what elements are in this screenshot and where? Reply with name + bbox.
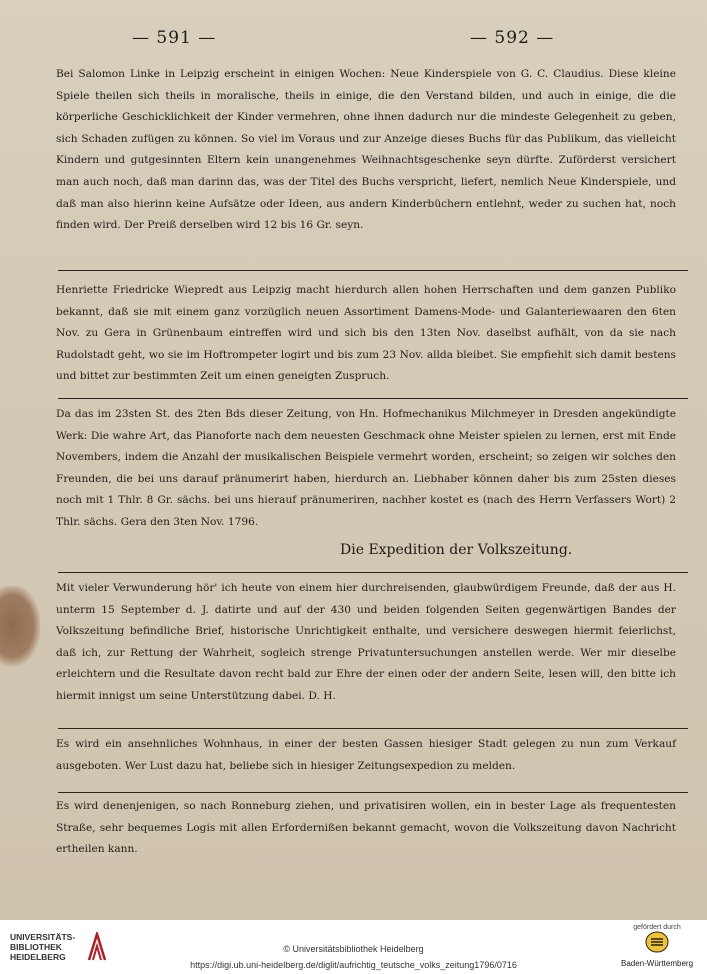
- sponsor-name: Baden-Württemberg: [620, 959, 694, 968]
- library-name: UNIVERSITÄTS-BIBLIOTHEK HEIDELBERG: [10, 932, 76, 962]
- sponsor-label: gefördert durch: [633, 924, 681, 931]
- separator-line: [58, 270, 688, 271]
- source-url[interactable]: https://digi.ub.uni-heidelberg.de/diglit/aufrichtig_teutsche_volks_zeitung1796/0716: [190, 960, 517, 970]
- paper-stain: [0, 586, 40, 666]
- signature-expedition: Die Expedition der Volkszeitung.: [340, 542, 573, 558]
- page-number-right: — 592 —: [470, 28, 555, 48]
- page-number-left: — 591 —: [132, 28, 217, 48]
- announcement-kinderspiele: Bei Salomon Linke in Leipzig erscheint in einigen Wochen: Neue Kinderspiele von G. C. Claudius. Diese kleine Spiele theilen sich theils in moralische, theils in einige, die den Verstand bilden, und auch in einige, die die körperliche Geschicklichkeit der Kinder vermehren, ohne ihnen dadurch nur die mindeste Gelegenheit zu geben, sich Schaden zufügen zu können. So viel im Voraus und zur Anzeige dieses Buchs für das Publikum, das vielleicht Kindern und gutgesinnten Eltern kein unangenehmes Weihnachtsgeschenke seyn dürfte. Zuförderst versichert man auch noch, daß man darinn das, was der Titel des Buchs verspricht, liefert, nemlich Neue Kinderspiele, und daß man also hierinn keine Aufsätze oder Ideen, aus andern Kinderbüchern entlehnt, weder zu suchen hat, noch finden wird. Der Preiß derselben wird 12 bis 16 Gr. seyn.: [56, 68, 676, 232]
- announcement-verwunderung: Mit vieler Verwunderung hör' ich heute von einem hier durchreisenden, glaubwürdigem Freunde, daß der aus H. unterm 15 September d. J. datirte und auf der 430 und beiden folgenden Seiten gegenwärtigen Bandes der Volkszeitung befindliche Brief, historische Unrichtigkeit enthalte, und versichere deswegen hiermit feierlichst, daß ich, zur Rettung der Wahrheit, sogleich strenge Privatuntersuchungen anstellen werde. Wer mir dieselbe erleichtern und die Resultate davon recht bald zur Ehre der einen oder der andern Seite, lesen will, den bitte ich hiermit innigst um seine Unterstützung dabei. D. H.: [56, 582, 676, 702]
- viewer-footer: [0, 920, 707, 974]
- announcement-logis: Es wird denenjenigen, so nach Ronneburg ziehen, und privatisiren wollen, ein in bester Lage als frequentesten Straße, sehr bequemes Logis mit allen Erfordernißen bekannt gemacht, wovon die Volkszeitung davon Nachricht ertheilen kann.: [56, 800, 676, 856]
- announcement-wohnhaus: Es wird ein ansehnliches Wohnhaus, in einer der besten Gassen hiesiger Stadt gelegen zu nun zum Verkauf ausgeboten. Wer Lust dazu hat, beliebe sich in hiesiger Zeitungsexpedion zu melden.: [56, 738, 676, 772]
- announcement-pianoforte: Da das im 23sten St. des 2ten Bds dieser Zeitung, von Hn. Hofmechanikus Milchmeyer in Dresden angekündigte Werk: Die wahre Art, das Pianoforte nach dem neuesten Geschmack ohne Meister spielen zu lernen, erst mit Ende Novembers, indem die Anzahl der musikalischen Beispiele vermehrt worden, erscheint; so zeigen wir solches den Freunden, die bei uns darauf pränumerirt haben, hierdurch an. Liebhaber können daher bis zum 25sten dieses noch mit 1 Thlr. 8 Gr. sächs. bei uns hierauf pränumeriren, nachher kostet es (nach des Herrn Verfassers Wort) 2 Thlr. sächs. Gera den 3ten Nov. 1796.: [56, 408, 676, 528]
- separator-line: [58, 728, 688, 729]
- announcement-wiepredt: Henriette Friedricke Wiepredt aus Leipzig macht hierdurch allen hohen Herrschaften und dem ganzen Publiko bekannt, daß sie mit einem ganz vorzüglich neuen Assortiment Damens-Mode- und Galanteriewaaren den 6ten Nov. zu Gera in Grünenbaum eintreffen wird und sich bis den 13ten Nov. daselbst aufhält, von da sie nach Rudolstadt geht, wo sie im Hoftrompeter logirt und bis zum 23 Nov. allda bleibet. Sie empfiehlt sich damit bestens und bittet zur bestimmten Zeit um einen geneigten Zuspruch.: [56, 284, 676, 383]
- sponsor-logo: [617, 924, 697, 968]
- separator-line: [58, 792, 688, 793]
- copyright-notice: © Universitätsbibliothek Heidelberg: [283, 944, 424, 954]
- separator-line: [58, 572, 688, 573]
- separator-line: [58, 398, 688, 399]
- state-crest-icon: [644, 931, 670, 953]
